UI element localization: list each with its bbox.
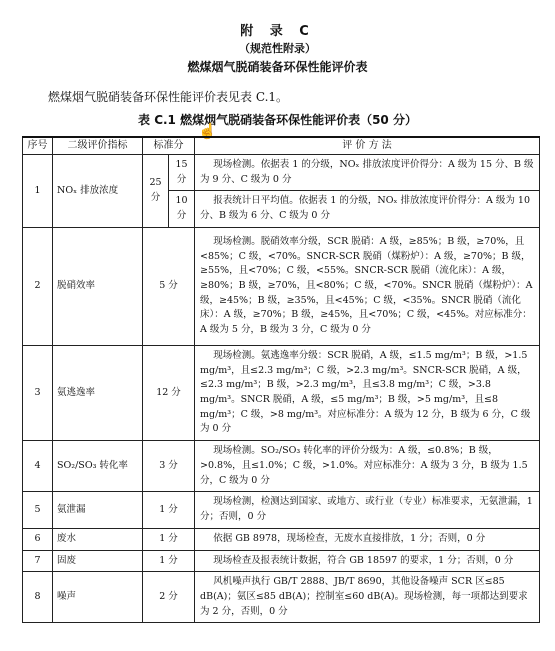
row-score: 5 分 <box>143 227 195 345</box>
row-no: 7 <box>23 550 53 572</box>
table-row <box>23 155 540 191</box>
row-indicator: 脱硝效率 <box>53 227 143 345</box>
header-no: 序号 <box>23 137 53 155</box>
header-indicator: 二级评价指标 <box>53 137 143 155</box>
appendix-note: （规范性附录） <box>239 42 316 55</box>
table-row <box>23 492 540 528</box>
row-method: 现场检测，检测达到国家、或地方、或行业（专业）标准要求，无氨泄漏，1 分；否则，0 分 <box>195 492 540 528</box>
row-method: 现场检测。脱硝效率分级，SCR 脱硝：A 级，≥85%；B 级，≥70%，且<85%；C 级，<70%。SNCR-SCR 脱硝（煤粉炉）：A 级，≥70%；B 级，≥55%，且<70%；C 级，<55%。SNCR-SCR 脱硝（流化床）：A 级，≥80%；B 级，≥70%，且<80%；C 级，<70%。SNCR 脱硝（煤粉炉）：A 级，≥45%；B 级，≥35%，且<45%；C 级，<35%。SNCR 脱硝（流化床）：A 级，≥70%；B 级，≥45%，且<70%；C 级，<45%。对应标准分：A 级为 5 分，B 级为 3 分，C 级为 0 分 <box>195 227 540 345</box>
row-no: 5 <box>23 492 53 528</box>
row-score: 12 分 <box>143 345 195 440</box>
row-indicator: NOₓ 排放浓度 <box>53 155 143 228</box>
row-method: 现场检测。SO₂/SO₃ 转化率的评价分级为：A 级，≤0.8%；B 级，>0.8%，且≤1.0%；C 级，>1.0%。对应标准分：A 级为 3 分，B 级为 1.5 分，C 级为 0 分 <box>195 441 540 492</box>
row-subscore: 10 分 <box>169 191 195 227</box>
row-method: 现场检测。依据表 1 的分级，NOₓ 排放浓度评价得分：A 级为 15 分、B 级为 9 分、C 级为 0 分 <box>195 155 540 191</box>
row-score: 1 分 <box>143 492 195 528</box>
row-method: 现场检查及报表统计数据，符合 GB 18597 的要求，1 分；否则，0 分 <box>195 550 540 572</box>
table-header-row <box>23 137 540 155</box>
appendix-label: 附 录 C <box>240 24 315 39</box>
row-score: 1 分 <box>143 528 195 550</box>
row-score: 3 分 <box>143 441 195 492</box>
header-score: 标准分 <box>143 137 195 155</box>
row-score: 25 分 <box>143 155 169 228</box>
hand-cursor-icon: ☝ <box>198 122 217 140</box>
header-method: 评 价 方 法 <box>195 137 540 155</box>
row-no: 3 <box>23 345 53 440</box>
row-method: 现场检测。氨逃逸率分级：SCR 脱硝，A 级，≤1.5 mg/m³；B 级，>1.5 mg/m³，且≤2.3 mg/m³；C 级，>2.3 mg/m³。SNCR-SCR 脱硝，A 级，≤2.3 mg/m³；B 级，>2.3 mg/m³，且≤3.8 mg/m³；C 级，>3.8 mg/m³。SNCR 脱硝，A 级，≤5 mg/m³；B 级，>5 mg/m³，且≤8 mg/m³；C 级，>8 mg/m³。对应标准分：A 级为 12 分，B 级为 6 分，C 级为 0 分 <box>195 345 540 440</box>
row-score: 1 分 <box>143 550 195 572</box>
row-subscore: 15 分 <box>169 155 195 191</box>
row-no: 8 <box>23 572 53 623</box>
row-indicator: 氨逃逸率 <box>53 345 143 440</box>
row-method: 报表统计日平均值。依据表 1 的分级，NOₓ 排放浓度评价得分：A 级为 10 分、B 级为 6 分、C 级为 0 分 <box>195 191 540 227</box>
intro-paragraph: 燃煤烟气脱硝装备环保性能评价表见表 C.1。 <box>48 90 289 104</box>
row-indicator: 噪声 <box>53 572 143 623</box>
row-method: 依据 GB 8978，现场检查，无废水直接排放，1 分；否则，0 分 <box>195 528 540 550</box>
row-no: 6 <box>23 528 53 550</box>
table-row <box>23 345 540 440</box>
row-indicator: 固废 <box>53 550 143 572</box>
table-row <box>23 528 540 550</box>
row-indicator: SO₂/SO₃ 转化率 <box>53 441 143 492</box>
evaluation-table <box>22 136 540 623</box>
row-method: 风机噪声执行 GB/T 2888、JB/T 8690，其他设备噪声 SCR 区≤85 dB(A)；氨区≤85 dB(A)；控制室≤60 dB(A)。现场检测，每一项都达到要求为 2 分，否则，0 分 <box>195 572 540 623</box>
row-no: 2 <box>23 227 53 345</box>
row-no: 4 <box>23 441 53 492</box>
table-row <box>23 227 540 345</box>
appendix-title: 燃煤烟气脱硝装备环保性能评价表 <box>187 60 368 74</box>
table-row <box>23 550 540 572</box>
row-indicator: 氨泄漏 <box>53 492 143 528</box>
row-score: 2 分 <box>143 572 195 623</box>
table-caption: 表 C.1 燃煤烟气脱硝装备环保性能评价表（50 分） <box>138 113 417 127</box>
table-row <box>23 572 540 623</box>
table-row <box>23 441 540 492</box>
row-indicator: 废水 <box>53 528 143 550</box>
row-no: 1 <box>23 155 53 228</box>
